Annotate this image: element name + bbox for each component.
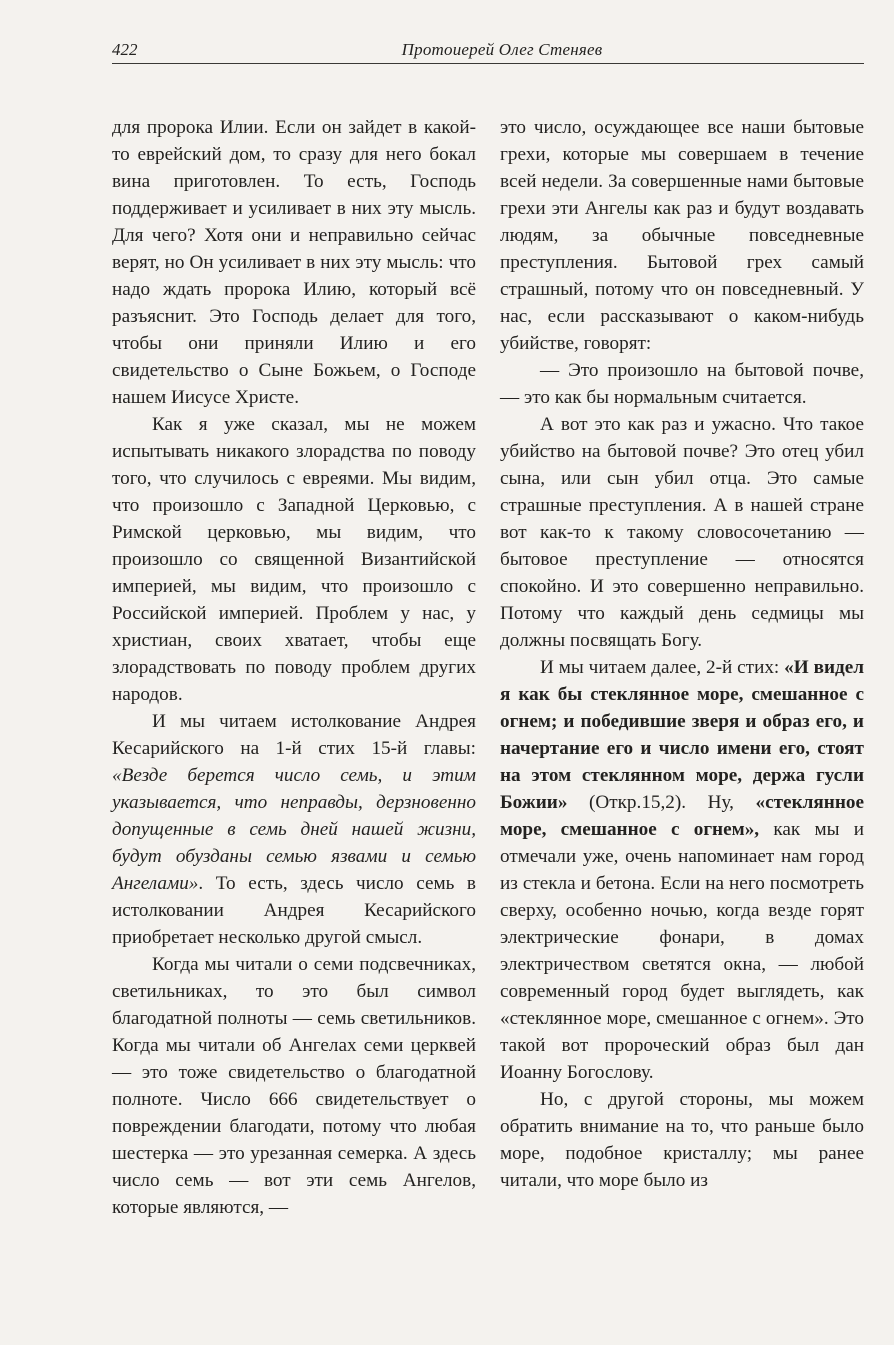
paragraph-text: И мы читаем истолкование Андрея Кесарийского на 1-й стих 15-й главы: xyxy=(112,711,476,759)
paragraph: Как я уже сказал, мы не можем испытывать никакого злорадства по поводу того, что случилось с евреями. Мы видим, что произошло с Западной Церковью, с Римской церковью, мы видим, что произошло со священной Византийской империей, мы видим, что произошло с Российской империей. Проблем у нас, у христиан, своих хватает, чтобы еще злорадствовать по поводу проблем других народов. xyxy=(112,414,476,705)
right-column xyxy=(500,114,864,1194)
running-title: Протоиерей Олег Стеняев xyxy=(401,40,603,59)
paragraph: Но, с другой стороны, мы можем обратить внимание на то, что раньше было море, подобное кристаллу; мы ранее читали, что море было из xyxy=(500,1089,864,1191)
page-header xyxy=(112,38,864,64)
paragraph-text: И мы читаем далее, 2-й стих: xyxy=(540,657,785,678)
paragraph: это число, осуждающее все наши бытовые грехи, которые мы совершаем в течение всей недели. За совершенные нами бытовые грехи эти Ангелы как раз и будут воздавать людям, за обычные повседневные преступления. Бытовой грех самый страшный, потому что он повседневный. У нас, если рассказывают о каком-нибудь убийстве, говорят: xyxy=(500,117,864,354)
dialogue-line: — Это произошло на бытовой почве, — это как бы нормальным считается. xyxy=(500,360,864,408)
scripture-quote: «И видел я как бы стеклянное море, смешанное с огнем; и победившие зверя и образ его, и начертание его и число имени его, стоят на этом стеклянном море, держа гусли Божии» xyxy=(500,657,864,813)
paragraph-text: как мы и отмечали уже, очень напоминает нам город из стекла и бетона. Если на него посмотреть сверху, особенно ночью, когда везде горят электрические фонари, в домах электричеством светятся окна, — любой современный город будет выглядеть, как «стеклянное море, смешанное с огнем». Это такой вот пророческий образ был дан Иоанну Богослову. xyxy=(500,819,864,1083)
paragraph-with-quote xyxy=(112,708,476,951)
paragraph: Когда мы читали о семи подсвечниках, светильниках, то это был символ благодатной полноты — семь светильников. Когда мы читали об Ангелах семи церквей — это тоже свидетельство о благодатной полноте. Число 666 свидетельствует о повреждении благодати, потому что любая шестерка — это урезанная семерка. А здесь число семь — вот эти семь Ангелов, которые являются, — xyxy=(112,954,476,1218)
paragraph-with-scripture xyxy=(500,654,864,1086)
scripture-quote: «стеклянное море, смешанное с огнем», xyxy=(500,792,864,840)
paragraph: А вот это как раз и ужасно. Что такое убийство на бытовой почве? Это отец убил сына, или сын убил отца. Это самые страшные преступления. А в нашей стране вот как-то к такому словосочетанию — бытовое преступление — относятся спокойно. И это совершенно неправильно. Потому что каждый день седмицы мы должны посвящать Богу. xyxy=(500,414,864,651)
header-rule xyxy=(112,63,864,64)
paragraph-text: (Откр.15,2). Ну, xyxy=(567,792,756,813)
page-number: 422 xyxy=(112,40,138,59)
left-column xyxy=(112,114,476,1221)
commentary-quote: «Везде берется число семь, и этим указывается, что неправды, дерзновенно допущенные в семь дней нашей жизни, будут обузданы семью язвами и семью Ангелами» xyxy=(112,765,476,894)
paragraph-text: . То есть, здесь число семь в истолковании Андрея Кесарийского приобретает несколько другой смысл. xyxy=(112,873,476,948)
paragraph: для пророка Илии. Если он зайдет в какой-то еврейский дом, то сразу для него бокал вина приготовлен. То есть, Господь поддерживает и усиливает в них эту мысль. Для чего? Хотя они и неправильно сейчас верят, но Он усиливает в них эту мысль: что надо ждать пророка Илию, который всё разъяснит. Это Господь делает для того, чтобы они приняли Илию и его свидетельство о Сыне Божьем, о Господе нашем Иисусе Христе. xyxy=(112,117,476,408)
